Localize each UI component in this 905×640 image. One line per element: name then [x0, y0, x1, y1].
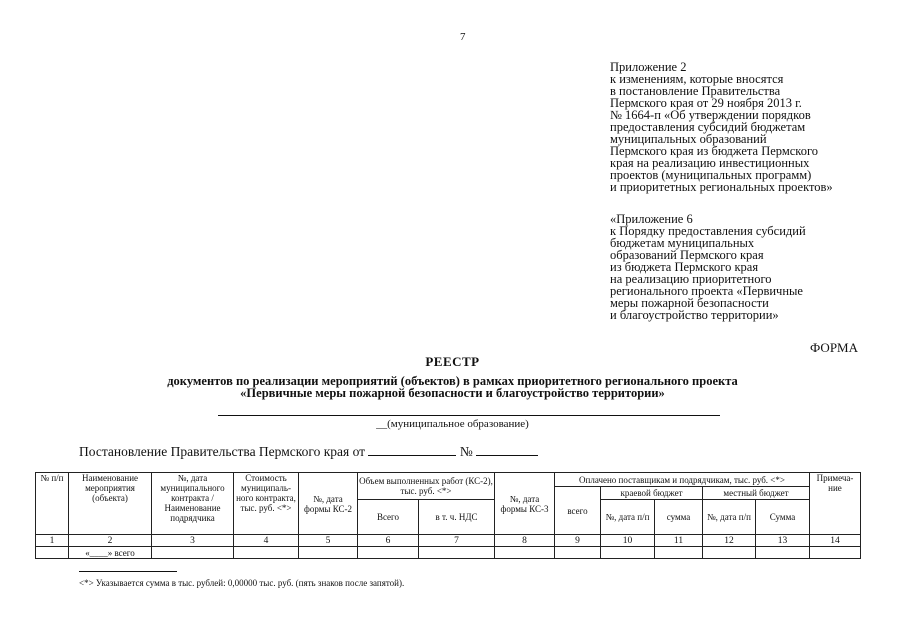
table-cell [419, 547, 495, 559]
appendix-b-line: на реализацию приоритетного [610, 272, 772, 286]
form-label: ФОРМА [810, 340, 858, 355]
table-cell [601, 547, 655, 559]
resolution-row [79, 443, 538, 460]
resolution-number-sign: № [459, 444, 473, 459]
appendix-a-line: Пермского края из бюджета Пермского [610, 144, 819, 158]
appendix-b-line: «Приложение 6 [610, 212, 693, 226]
appendix-a-line: муниципальных образований [610, 132, 767, 146]
header-local-budget: местный бюджет [703, 487, 810, 500]
resolution-number-blank [476, 443, 538, 456]
footnote-separator [79, 571, 177, 572]
table-cell [36, 547, 69, 559]
column-number: 12 [703, 535, 756, 547]
appendix-a-line: предоставления субсидий бюджетам [610, 120, 806, 134]
table-cell [299, 547, 358, 559]
header-paid-total: всего [555, 487, 601, 535]
column-number: 14 [810, 535, 861, 547]
page-number: 7 [460, 31, 466, 43]
column-number: 6 [358, 535, 419, 547]
header-paid: Оплачено поставщикам и подрядчикам, тыс. руб. <*> [555, 473, 810, 487]
column-number: 8 [495, 535, 555, 547]
resolution-text: Постановление Правительства Пермского края от [79, 444, 366, 459]
header-event-name: Наименование мероприятия (объекта) [69, 473, 152, 535]
municipality-label-text: (муниципальное образование) [387, 418, 529, 430]
table-row-column-numbers [36, 535, 861, 547]
header-local-sum: Сумма [756, 500, 810, 535]
column-number: 1 [36, 535, 69, 547]
appendix-a-line: и приоритетных региональных проектов» [610, 180, 833, 194]
column-number: 13 [756, 535, 810, 547]
column-number: 2 [69, 535, 152, 547]
table-row-total [36, 547, 861, 559]
municipality-label: __(муниципальное образование) [376, 418, 529, 430]
table-cell [810, 547, 861, 559]
header-regional-budget: краевой бюджет [601, 487, 703, 500]
table-cell [555, 547, 601, 559]
header-local-doc: №, дата п/п [703, 500, 756, 535]
appendix-b-line: меры пожарной безопасности [610, 296, 769, 310]
header-number: № п/п [36, 473, 69, 535]
appendix-b-line: образований Пермского края [610, 248, 764, 262]
column-number: 9 [555, 535, 601, 547]
appendix-6-block [610, 213, 900, 321]
header-contract-cost: Стоимость муниципаль-ного контракта, тыс. руб. <*> [234, 473, 299, 535]
column-number: 7 [419, 535, 495, 547]
table-cell [234, 547, 299, 559]
column-number: 3 [152, 535, 234, 547]
appendix-b-line: из бюджета Пермского края [610, 260, 759, 274]
document-subtitle-line-2: «Первичные меры пожарной безопасности и благоустройство территории» [240, 386, 665, 400]
column-number: 11 [655, 535, 703, 547]
table-cell [152, 547, 234, 559]
header-volume-total: Всего [358, 500, 419, 535]
appendix-a-line: проектов (муниципальных программ) [610, 168, 812, 182]
table-cell [655, 547, 703, 559]
table-cell [495, 547, 555, 559]
appendix-a-line: № 1664-п «Об утверждении порядков [610, 108, 811, 122]
appendix-a-line: в постановление Правительства [610, 84, 781, 98]
appendix-a-line: края на реализацию инвестиционных [610, 156, 810, 170]
header-regional-doc: №, дата п/п [601, 500, 655, 535]
appendix-a-line: Приложение 2 [610, 60, 687, 74]
document-title: РЕЕСТР [425, 354, 480, 369]
header-ks3: №, дата формы КС-3 [495, 473, 555, 535]
header-ks2: №, дата формы КС-2 [299, 473, 358, 535]
table-cell [358, 547, 419, 559]
appendix-b-line: регионального проекта «Первичные [610, 284, 803, 298]
total-label: «____» всего [69, 547, 152, 559]
appendix-a-line: к изменениям, которые вносятся [610, 72, 784, 86]
column-number: 10 [601, 535, 655, 547]
header-notes: Примеча-ние [810, 473, 861, 535]
header-regional-sum: сумма [655, 500, 703, 535]
municipality-field-line [218, 415, 720, 416]
column-number: 5 [299, 535, 358, 547]
column-number: 4 [234, 535, 299, 547]
appendix-a-line: Пермского края от 29 ноября 2013 г. [610, 96, 802, 110]
header-work-volume: Объем выполненных работ (КС-2), тыс. руб. <*> [358, 473, 495, 500]
table-cell [703, 547, 756, 559]
footnote: <*> Указывается сумма в тыс. рублей: 0,00000 тыс. руб. (пять знаков после запятой). [79, 578, 405, 588]
appendix-2-block [610, 61, 900, 193]
document-subtitle-line-1: документов по реализации мероприятий (объектов) в рамках приоритетного регионального проекта [167, 374, 738, 388]
appendix-b-line: бюджетам муниципальных [610, 236, 755, 250]
appendix-b-line: к Порядку предоставления субсидий [610, 224, 806, 238]
appendix-b-line: и благоустройство территории» [610, 308, 779, 322]
table-cell [756, 547, 810, 559]
registry-table [35, 472, 861, 559]
header-volume-vat: в т. ч. НДС [419, 500, 495, 535]
header-contract: №, дата муниципального контракта / Наименование подрядчика [152, 473, 234, 535]
resolution-date-blank [368, 443, 456, 456]
